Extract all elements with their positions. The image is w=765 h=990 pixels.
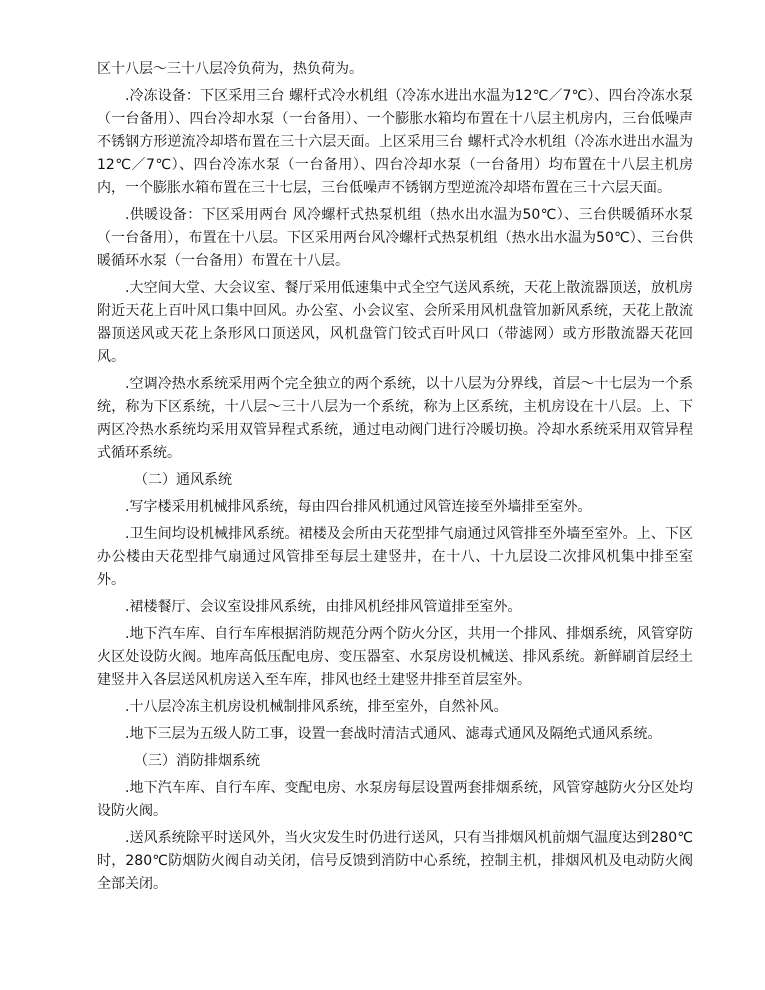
paragraph-refrigeration-equipment: .冷冻设备：下区采用三台 螺杆式冷水机组（冷冻水进出水温为12℃／7℃）、四台冷冻水泵（一台备用）、四台冷却水泵（一台备用）、一个膨胀水箱均布置在十八层主机房内，三台低噪声不锈钢方形逆流冷却塔布置在三十六层天面。上区采用三台 螺杆式冷水机组（冷冻水进出水温为12℃／7℃）、四台冷冻水泵（一台备用）、四台冷却水泵（一台备用）均布置在十八层主机房内，一个膨胀水箱布置在三十七层，三台低噪声不锈钢方型逆流冷却塔布置在三十六层天面。 [97,88,693,196]
paragraph-fire-air-supply: .送风系统除平时送风外，当火灾发生时仍进行送风，只有当排烟风机前烟气温度达到280℃时，280℃防烟防火阀自动关闭，信号反馈到消防中心系统，控制主机，排烟风机及电动防火阀全部关闭。 [97,830,693,892]
paragraph-office-exhaust: .写字楼采用机械排风系统，每由四台排风机通过风管连接至外墙排至室外。 [125,499,592,515]
paragraph-garage-smoke-exhaust: .地下汽车库、自行车库、变配电房、水泵房每层设置两套排烟系统，风管穿越防火分区处均设防火阀。 [97,780,693,819]
paragraph-civil-defense-ventilation: .地下三层为五级人防工事，设置一套战时清洁式通风、滤毒式通风及隔绝式通风系统。 [125,726,662,742]
paragraph-hot-cold-water-system: .空调冷热水系统采用两个完全独立的两个系统，以十八层为分界线，首层～十七层为一个系统，称为下区系统，十八层～三十八层为一个系统，称为上区系统，主机房设在十八层。上、下两区冷热水系统均采用双管异程式系统，通过电动阀门进行冷暖切换。冷却水系统采用双管异程式循环系统。 [97,376,693,461]
paragraph-restroom-exhaust: .卫生间均设机械排风系统。裙楼及会所由天花型排气扇通过风管排至外墙至室外。上、下区办公楼由天花型排气扇通过风管排至每层土建竖井，在十八、十九层设二次排风机集中排至室外。 [97,526,693,588]
section-heading-smoke-exhaust: （三）消防排烟系统 [134,753,260,769]
paragraph-dining-exhaust: .裙楼餐厅、会议室设排风系统，由排风机经排风管道排至室外。 [125,599,522,615]
paragraph-chiller-room-exhaust: .十八层冷冻主机房设机械制排风系统，排至室外，自然补风。 [125,699,508,715]
section-heading-ventilation: （二）通风系统 [134,472,232,488]
paragraph-cooling-load: 区十八层～三十八层冷负荷为，热负荷为。 [97,61,363,77]
paragraph-heating-equipment: .供暖设备：下区采用两台 风冷螺杆式热泵机组（热水出水温为50℃）、三台供暖循环水泵（一台备用），布置在十八层。下区采用两台风冷螺杆式热泵机组（热水出水温为50℃）、三台供暖循环水泵（一台备用）布置在十八层。 [97,207,693,269]
paragraph-air-supply-system: .大空间大堂、大会议室、餐厅采用低速集中式全空气送风系统，天花上散流器顶送，放机房附近天花上百叶风口集中回风。办公室、小会议室、会所采用风机盘管加新风系统，天花上散流器顶送风或天花上条形风口顶送风，风机盘管门铰式百叶风口（带滤网）或方形散流器天花回风。 [97,280,693,365]
document-body [97,58,693,896]
paragraph-garage-ventilation: .地下汽车库、自行车库根据消防规范分两个防火分区，共用一个排风、排烟系统，风管穿防火区处设防火阀。地库高低压配电房、变压器室、水泵房设机械送、排风系统。新鲜刷首层经土建竖井入各层送风机房送入至车库，排风也经土建竖井排至首层室外。 [97,626,693,688]
